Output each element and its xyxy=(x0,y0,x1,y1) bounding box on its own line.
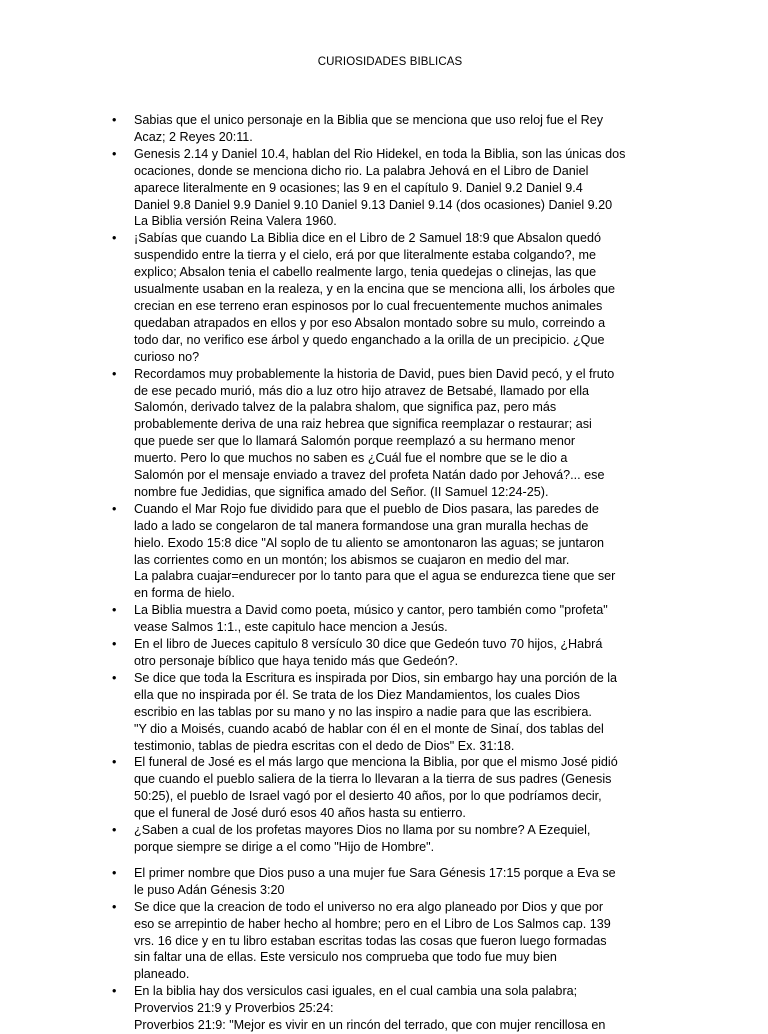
text-line: • En la biblia hay dos versiculos casi iguales, en el cual cambia una sola palabra; xyxy=(134,984,578,999)
text-line: • En el libro de Jueces capitulo 8 versículo 30 dice que Gedeón tuvo 70 hijos, ¿Habrá xyxy=(134,637,603,652)
text-line: Daniel 9.8 Daniel 9.9 Daniel 9.10 Daniel 9.13 Daniel 9.14 (dos ocasiones) Daniel 9.20 xyxy=(134,197,613,212)
list-item xyxy=(112,822,668,856)
text-line: vrs. 16 dice y en tu libro estaban escritas todas las cosas que fueron luego formadas xyxy=(134,933,607,948)
list-item xyxy=(112,636,668,670)
list-item xyxy=(112,602,668,636)
list-item xyxy=(112,230,668,365)
text-line: hielo. Exodo 15:8 dice "Al soplo de tu aliento se amontonaron las aguas; se juntaron xyxy=(134,535,605,550)
text-line: las corrientes como en un montón; los abismos se cuajaron en medio del mar. xyxy=(134,552,570,567)
text-line: Salomón, derivado talvez de la palabra shalom, que significa paz, pero más xyxy=(134,400,557,415)
text-line: testimonio, tablas de piedra escritas con el dedo de Dios" Ex. 31:18. xyxy=(134,738,515,753)
list-item xyxy=(112,366,668,501)
list-item xyxy=(112,865,668,899)
text-line: crecian en ese terreno eran espinosos por lo cual frecuentemente muchos animales xyxy=(134,298,603,313)
text-line: lado a lado se congelaron de tal manera formandose una gran muralla hechas de xyxy=(134,518,589,533)
text-line: que puede ser que lo llamará Salomón porque reemplazó a su hermano menor xyxy=(134,434,576,449)
text-line: • Se dice que la creacion de todo el universo no era algo planeado por Dios y que por xyxy=(134,899,604,914)
text-line: • El funeral de José es el más largo que menciona la Biblia, por que el mismo José pidió xyxy=(134,755,618,770)
bullet-list xyxy=(112,112,668,1034)
text-line: curioso no? xyxy=(134,349,200,364)
text-line: • Genesis 2.14 y Daniel 10.4, hablan del Rio Hidekel, en toda la Biblia, son las únicas dos xyxy=(134,146,626,161)
text-line: • Recordamos muy probablemente la historia de David, pues bien David pecó, y el fruto xyxy=(134,366,615,381)
list-item xyxy=(112,146,668,231)
text-line: ella que no inspirada por él. Se trata de los Diez Mandamientos, los cuales Dios xyxy=(134,687,580,702)
document-title: CURIOSIDADES BIBLICAS xyxy=(317,56,463,68)
text-line: probablemente deriva de una raiz hebrea que significa reemplazar o restaurar; asi xyxy=(134,417,592,432)
text-line: La Biblia versión Reina Valera 1960. xyxy=(134,214,337,229)
text-line: • El primer nombre que Dios puso a una mujer fue Sara Génesis 17:15 porque a Eva se xyxy=(134,865,616,880)
text-line: quedaban atrapados en ellos y por eso Absalon montado sobre su mulo, correindo a xyxy=(134,315,606,330)
list-item xyxy=(112,754,668,822)
text-line: planeado. xyxy=(134,967,190,982)
text-line: • ¿Saben a cual de los profetas mayores Dios no llama por su nombre? A Ezequiel, xyxy=(134,823,591,838)
text-line: eso se arrepintio de haber hecho al hombre; pero en el Libro de Los Salmos cap. 139 xyxy=(134,916,611,931)
text-line: otro personaje bíblico que haya tenido más que Gedeón?. xyxy=(134,654,459,668)
text-line: ocaciones, donde se menciona dicho rio. La palabra Jehová en el Libro de Daniel xyxy=(134,163,589,178)
text-line: • ¡Sabías que cuando La Biblia dice en el Libro de 2 Samuel 18:9 que Absalon quedó xyxy=(134,231,602,246)
list-item xyxy=(112,670,668,755)
text-line: muerto. Pero lo que muchos no saben es ¿Cuál fue el nombre que se le dio a xyxy=(134,451,568,466)
text-line: suspendido entre la tierra y el cielo, erá por que literalmente estaba colgando?, me xyxy=(134,248,597,263)
text-line: explico; Absalon tenia el cabello realmente largo, tenia quedejas o clinejas, las que xyxy=(134,265,597,280)
text-line: le puso Adán Génesis 3:20 xyxy=(134,882,285,897)
list-item xyxy=(112,899,668,984)
text-line: Proverbios 21:9: "Mejor es vivir en un rincón del terrado, que con mujer rencillosa en xyxy=(134,1018,606,1033)
text-line: • La Biblia muestra a David como poeta, músico y cantor, pero también como "profeta" xyxy=(134,603,608,618)
text-line: La palabra cuajar=endurecer por lo tanto para que el agua se endurezca tiene que ser xyxy=(134,569,616,584)
text-line: de ese pecado murió, más dio a luz otro hijo atravez de Betsabé, llamado por ella xyxy=(134,383,590,398)
text-line: que cuando el pueblo saliera de la tierra lo llevaran a la tierra de sus padres (Genesis xyxy=(134,772,612,787)
list-item xyxy=(112,501,668,602)
text-line: "Y dio a Moisés, cuando acabó de hablar con él en el monte de Sinaí, dos tablas del xyxy=(134,721,604,736)
text-line: Acaz; 2 Reyes 20:11. xyxy=(134,129,253,144)
text-line: vease Salmos 1:1., este capitulo hace mencion a Jesús. xyxy=(134,620,448,635)
text-line: en forma de hielo. xyxy=(134,586,235,601)
text-line: 50:25), el pueblo de Israel vagó por el desierto 40 años, por lo que podríamos decir, xyxy=(134,789,602,804)
text-line: • Cuando el Mar Rojo fue dividido para que el pueblo de Dios pasara, las paredes de xyxy=(134,501,599,516)
text-line: aparece literalmente en 9 ocasiones; las 9 en el capítulo 9. Daniel 9.2 Daniel 9.4 xyxy=(134,180,583,195)
text-line: que el funeral de José duró esos 40 años hasta su entierro. xyxy=(134,806,466,821)
text-line: porque siempre se dirige a el como "Hijo de Hombre". xyxy=(134,839,435,854)
text-line: sin faltar una de ellas. Este versiculo nos comprueba que todo fue muy bien xyxy=(134,950,557,965)
text-line: nombre fue Jedidias, que significa amado del Señor. (II Samuel 12:24-25). xyxy=(134,484,549,499)
text-line: usualmente usaban en la realeza, y en la encina que se menciona alli, los árboles que xyxy=(134,282,615,297)
text-line: Salomón por el mensaje enviado a travez del profeta Natán dado por Jehová?... ese xyxy=(134,468,605,483)
text-line: escribio en las tablas por su mano y no las inspiro a nadie para que las escribiera. xyxy=(134,704,592,719)
text-line: • Sabias que el unico personaje en la Biblia que se menciona que uso reloj fue el Rey xyxy=(134,113,604,127)
list-item xyxy=(112,983,668,1034)
list-item xyxy=(112,112,668,146)
text-line: todo dar, no verifico ese árbol y quedo enganchado a la orilla de un precipicio. ¿Que xyxy=(134,332,605,347)
text-line: • Se dice que toda la Escritura es inspirada por Dios, sin embargo hay una porción de la xyxy=(134,670,618,685)
text-line: Provervios 21:9 y Proverbios 25:24: xyxy=(134,1001,334,1016)
